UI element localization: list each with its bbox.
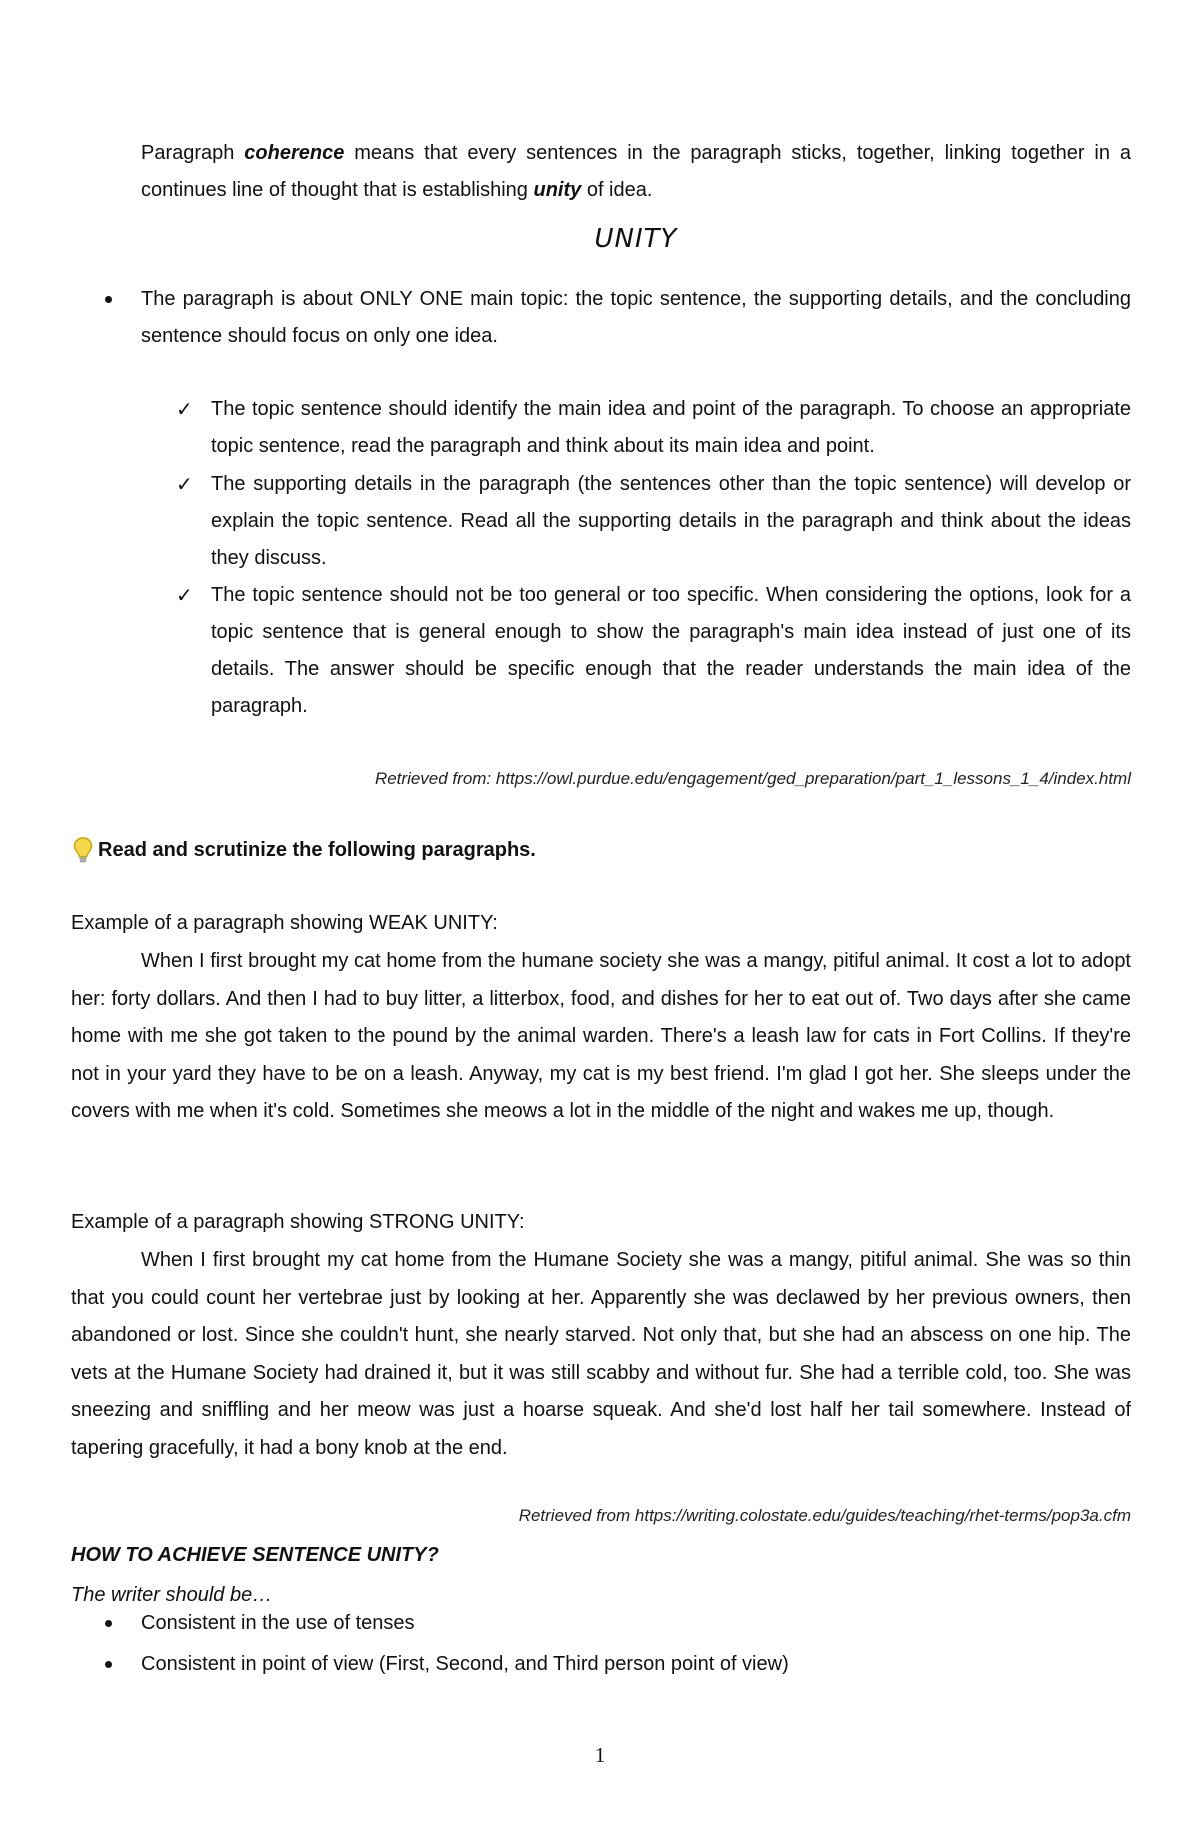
main-topic-bullet: The paragraph is about ONLY ONE main topic: the topic sentence, the supporting details, and the concluding sentence should focus on only one idea. — [141, 288, 1131, 347]
checkmark-icon: ✓ — [176, 397, 193, 421]
how-to-heading: HOW TO ACHIEVE SENTENCE UNITY? — [71, 1544, 439, 1566]
bullet-icon — [105, 1661, 112, 1668]
writer-should-text: The writer should be… — [71, 1584, 273, 1606]
weak-unity-paragraph: When I first brought my cat home from the humane society she was a mangy, pitiful animal. It cost a lot to adopt her: forty dollars. And then I had to buy litter, a litterbox, food, and dishes for her to eat out of. Two days after she came home with me she got taken to the pound by the animal warden. There's a leash law for cats in Fort Collins. If they're not in your yard they have to be on a leash. Anyway, my cat is my best friend. I'm glad I got her. She sleeps under the covers with me when it's cold. Sometimes she meows a lot in the middle of the night and wakes me up, though. — [71, 950, 1131, 1122]
consistency-bullet-pov: Consistent in point of view (First, Second, and Third person point of view) — [141, 1653, 789, 1675]
unity-heading: UNITY — [594, 224, 678, 254]
checklist-item-2: The supporting details in the paragraph (the sentences other than the topic sentence) will develop or explain the topic sentence. Read all the supporting details in the paragraph and think about the ideas they discuss. — [211, 473, 1131, 569]
citation-colostate: Retrieved from https://writing.colostate.edu/guides/teaching/rhet-terms/pop3a.cfm — [518, 1506, 1131, 1525]
checkmark-icon: ✓ — [176, 583, 193, 607]
instruction-text: Read and scrutinize the following paragraphs. — [98, 839, 536, 861]
coherence-term: coherence — [244, 142, 345, 164]
unity-term: unity — [533, 179, 582, 201]
lightbulb-icon — [73, 836, 93, 864]
intro-text-3: of idea. — [581, 179, 653, 201]
intro-text-1: Paragraph — [141, 142, 245, 164]
checkmark-icon: ✓ — [176, 472, 193, 496]
intro-text-2: means that every sentences in the paragraph sticks, together, linking together in a continues line of thought that is establishing — [141, 142, 1131, 201]
consistency-bullet-tenses: Consistent in the use of tenses — [141, 1612, 415, 1634]
citation-owl-purdue: Retrieved from: https://owl.purdue.edu/engagement/ged_preparation/part_1_lessons_1_4/index.html — [374, 769, 1131, 788]
bullet-icon — [105, 296, 112, 303]
weak-unity-label: Example of a paragraph showing WEAK UNITY: — [71, 912, 498, 934]
strong-unity-label: Example of a paragraph showing STRONG UNITY: — [71, 1211, 525, 1233]
intro-paragraph — [141, 135, 1131, 209]
bullet-icon — [105, 1620, 112, 1627]
checklist-item-1: The topic sentence should identify the main idea and point of the paragraph. To choose an appropriate topic sentence, read the paragraph and think about its main idea and point. — [211, 398, 1131, 457]
checklist-item-3: The topic sentence should not be too general or too specific. When considering the options, look for a topic sentence that is general enough to show the paragraph's main idea instead of just one of its details. The answer should be specific enough that the reader understands the main idea of the paragraph. — [211, 584, 1131, 717]
page-number: 1 — [594, 1743, 606, 1767]
strong-unity-paragraph: When I first brought my cat home from the Humane Society she was a mangy, pitiful animal. She was so thin that you could count her vertebrae just by looking at her. Apparently she was declawed by her previous owners, then abandoned or lost. Since she couldn't hunt, she nearly starved. Not only that, but she had an abscess on one hip. The vets at the Humane Society had drained it, but it was still scabby and without fur. She had a terrible cold, too. She was sneezing and sniffling and her meow was just a hoarse squeak. And she'd lost half her tail somewhere. Instead of tapering gracefully, it had a bony knob at the end. — [71, 1249, 1131, 1459]
